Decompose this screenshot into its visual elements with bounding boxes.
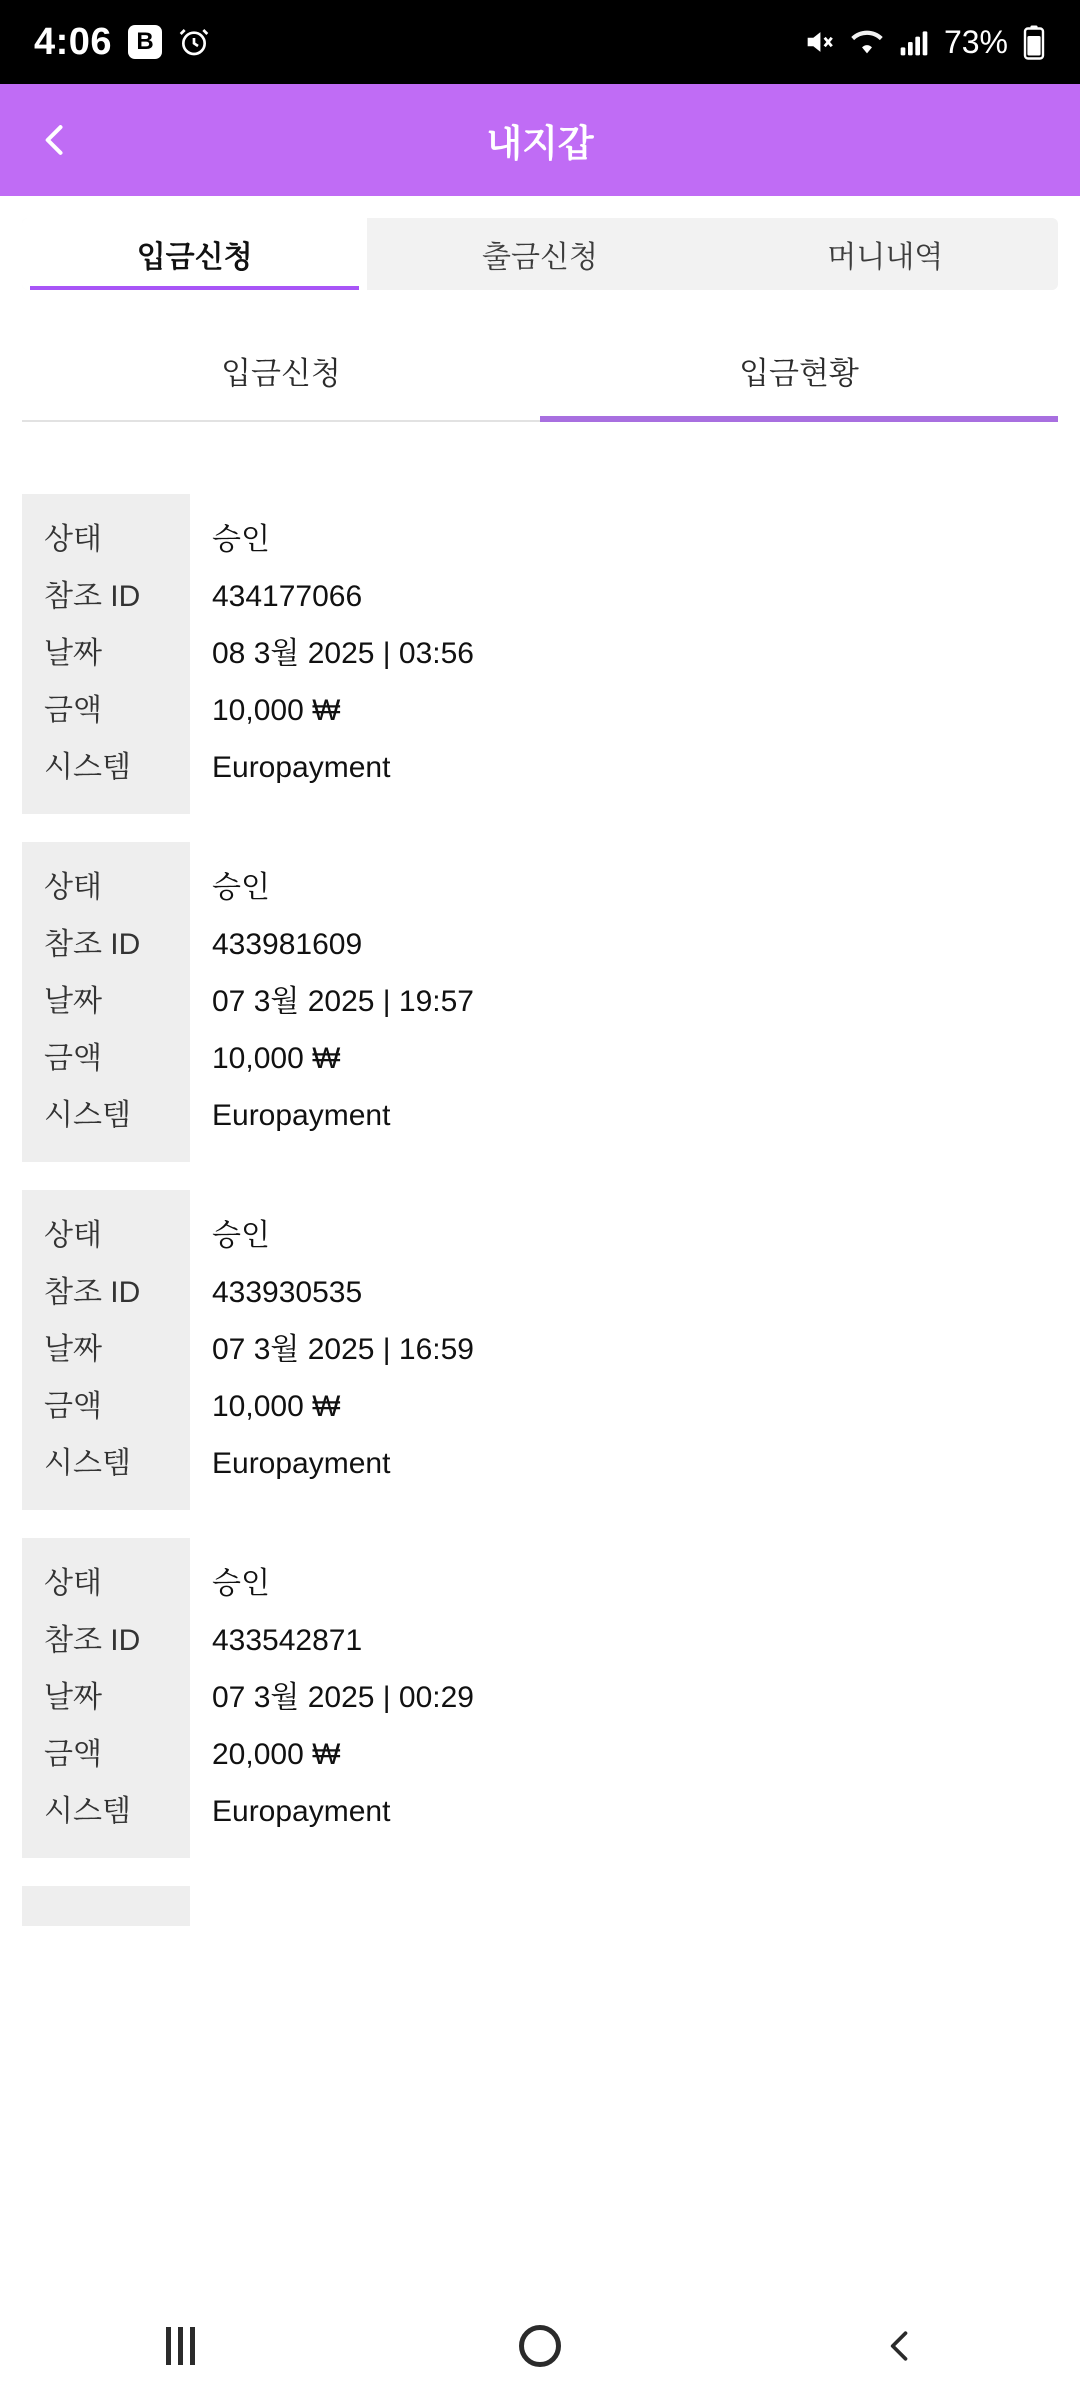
mute-icon (802, 25, 836, 59)
value-system: Europayment (212, 1099, 391, 1132)
back-icon (878, 2324, 922, 2368)
deposit-status-list (0, 494, 1080, 1926)
row-values (190, 1190, 1058, 1510)
value-system: Europayment (212, 1795, 391, 1828)
app-badge-icon: B (128, 25, 162, 59)
value-status (212, 1902, 1058, 1926)
value-ref-id: 433930535 (212, 1276, 363, 1309)
value-ref-id: 433542871 (212, 1624, 363, 1657)
tab-withdraw-request[interactable]: 출금신청 (482, 241, 598, 274)
label-amount: 금액 (44, 1390, 102, 1423)
status-bar-right (802, 24, 1046, 61)
table-row[interactable] (22, 842, 1058, 1162)
label-amount: 금액 (44, 1738, 102, 1771)
value-amount: 10,000 ₩ (212, 1042, 341, 1075)
status-clock: 4:06 (34, 20, 113, 63)
row-labels (22, 842, 190, 1162)
value-date: 08 3월 2025 | 03:56 (212, 637, 474, 670)
sub-tab-bar (22, 320, 1058, 422)
label-date: 날짜 (44, 1681, 102, 1714)
tab-money-history[interactable]: 머니내역 (827, 241, 944, 274)
row-values (190, 1538, 1058, 1858)
system-back-button[interactable] (840, 2292, 960, 2400)
value-status: 승인 (212, 1567, 270, 1600)
label-ref-id: 참조 ID (44, 1624, 141, 1657)
table-row[interactable] (22, 1538, 1058, 1858)
row-labels (22, 494, 190, 814)
label-ref-id: 참조 ID (44, 928, 141, 961)
label-status: 상태 (44, 1219, 102, 1252)
status-bar (0, 0, 1080, 84)
row-values (190, 1886, 1058, 1926)
value-ref-id: 434177066 (212, 580, 363, 613)
value-status: 승인 (212, 871, 270, 904)
home-icon (519, 2325, 561, 2367)
value-date: 07 3월 2025 | 19:57 (212, 985, 474, 1018)
table-row[interactable] (22, 494, 1058, 814)
row-values (190, 842, 1058, 1162)
value-amount: 20,000 ₩ (212, 1738, 341, 1771)
label-ref-id: 참조 ID (44, 580, 141, 613)
value-status: 승인 (212, 523, 270, 556)
label-date: 날짜 (44, 1333, 102, 1366)
primary-tab-bar (22, 218, 1058, 290)
table-row[interactable] (22, 1886, 1058, 1926)
alarm-icon (178, 26, 210, 58)
value-system: Europayment (212, 1447, 391, 1480)
label-system: 시스템 (44, 751, 131, 784)
row-values (190, 494, 1058, 814)
value-date: 07 3월 2025 | 16:59 (212, 1333, 474, 1366)
label-status: 상태 (44, 871, 102, 904)
label-system: 시스템 (44, 1447, 131, 1480)
tab-deposit-request[interactable]: 입금신청 (22, 218, 367, 290)
value-amount: 10,000 ₩ (212, 694, 341, 727)
row-labels (22, 1190, 190, 1510)
battery-icon (1022, 24, 1046, 60)
label-amount: 금액 (44, 1042, 102, 1075)
home-button[interactable] (480, 2292, 600, 2400)
page-title: 내지갑 (486, 123, 594, 164)
label-date: 날짜 (44, 637, 102, 670)
label-ref-id: 참조 ID (44, 1276, 141, 1309)
subtab-deposit-status[interactable]: 입금현황 (540, 320, 1058, 420)
value-ref-id: 433981609 (212, 928, 363, 961)
value-status: 승인 (212, 1219, 270, 1252)
status-bar-left (34, 21, 210, 64)
label-status (44, 1902, 190, 1926)
row-labels (22, 1886, 190, 1926)
label-amount: 금액 (44, 694, 102, 727)
wifi-icon (850, 25, 884, 59)
recent-apps-icon (166, 2327, 195, 2365)
battery-percent: 73% (943, 23, 1008, 60)
label-system: 시스템 (44, 1795, 131, 1828)
system-nav-bar (0, 2292, 1080, 2400)
recent-apps-button[interactable] (120, 2292, 240, 2400)
label-status: 상태 (44, 1567, 102, 1600)
table-row[interactable] (22, 1190, 1058, 1510)
content-area (0, 196, 1080, 2300)
signal-icon (898, 26, 930, 58)
value-date: 07 3월 2025 | 00:29 (212, 1681, 474, 1714)
row-labels (22, 1538, 190, 1858)
label-system: 시스템 (44, 1099, 131, 1132)
label-date: 날짜 (44, 985, 102, 1018)
app-bar (0, 84, 1080, 196)
label-status: 상태 (44, 523, 102, 556)
value-system: Europayment (212, 751, 391, 784)
subtab-deposit-request[interactable]: 입금신청 (221, 355, 341, 391)
value-amount: 10,000 ₩ (212, 1390, 341, 1423)
